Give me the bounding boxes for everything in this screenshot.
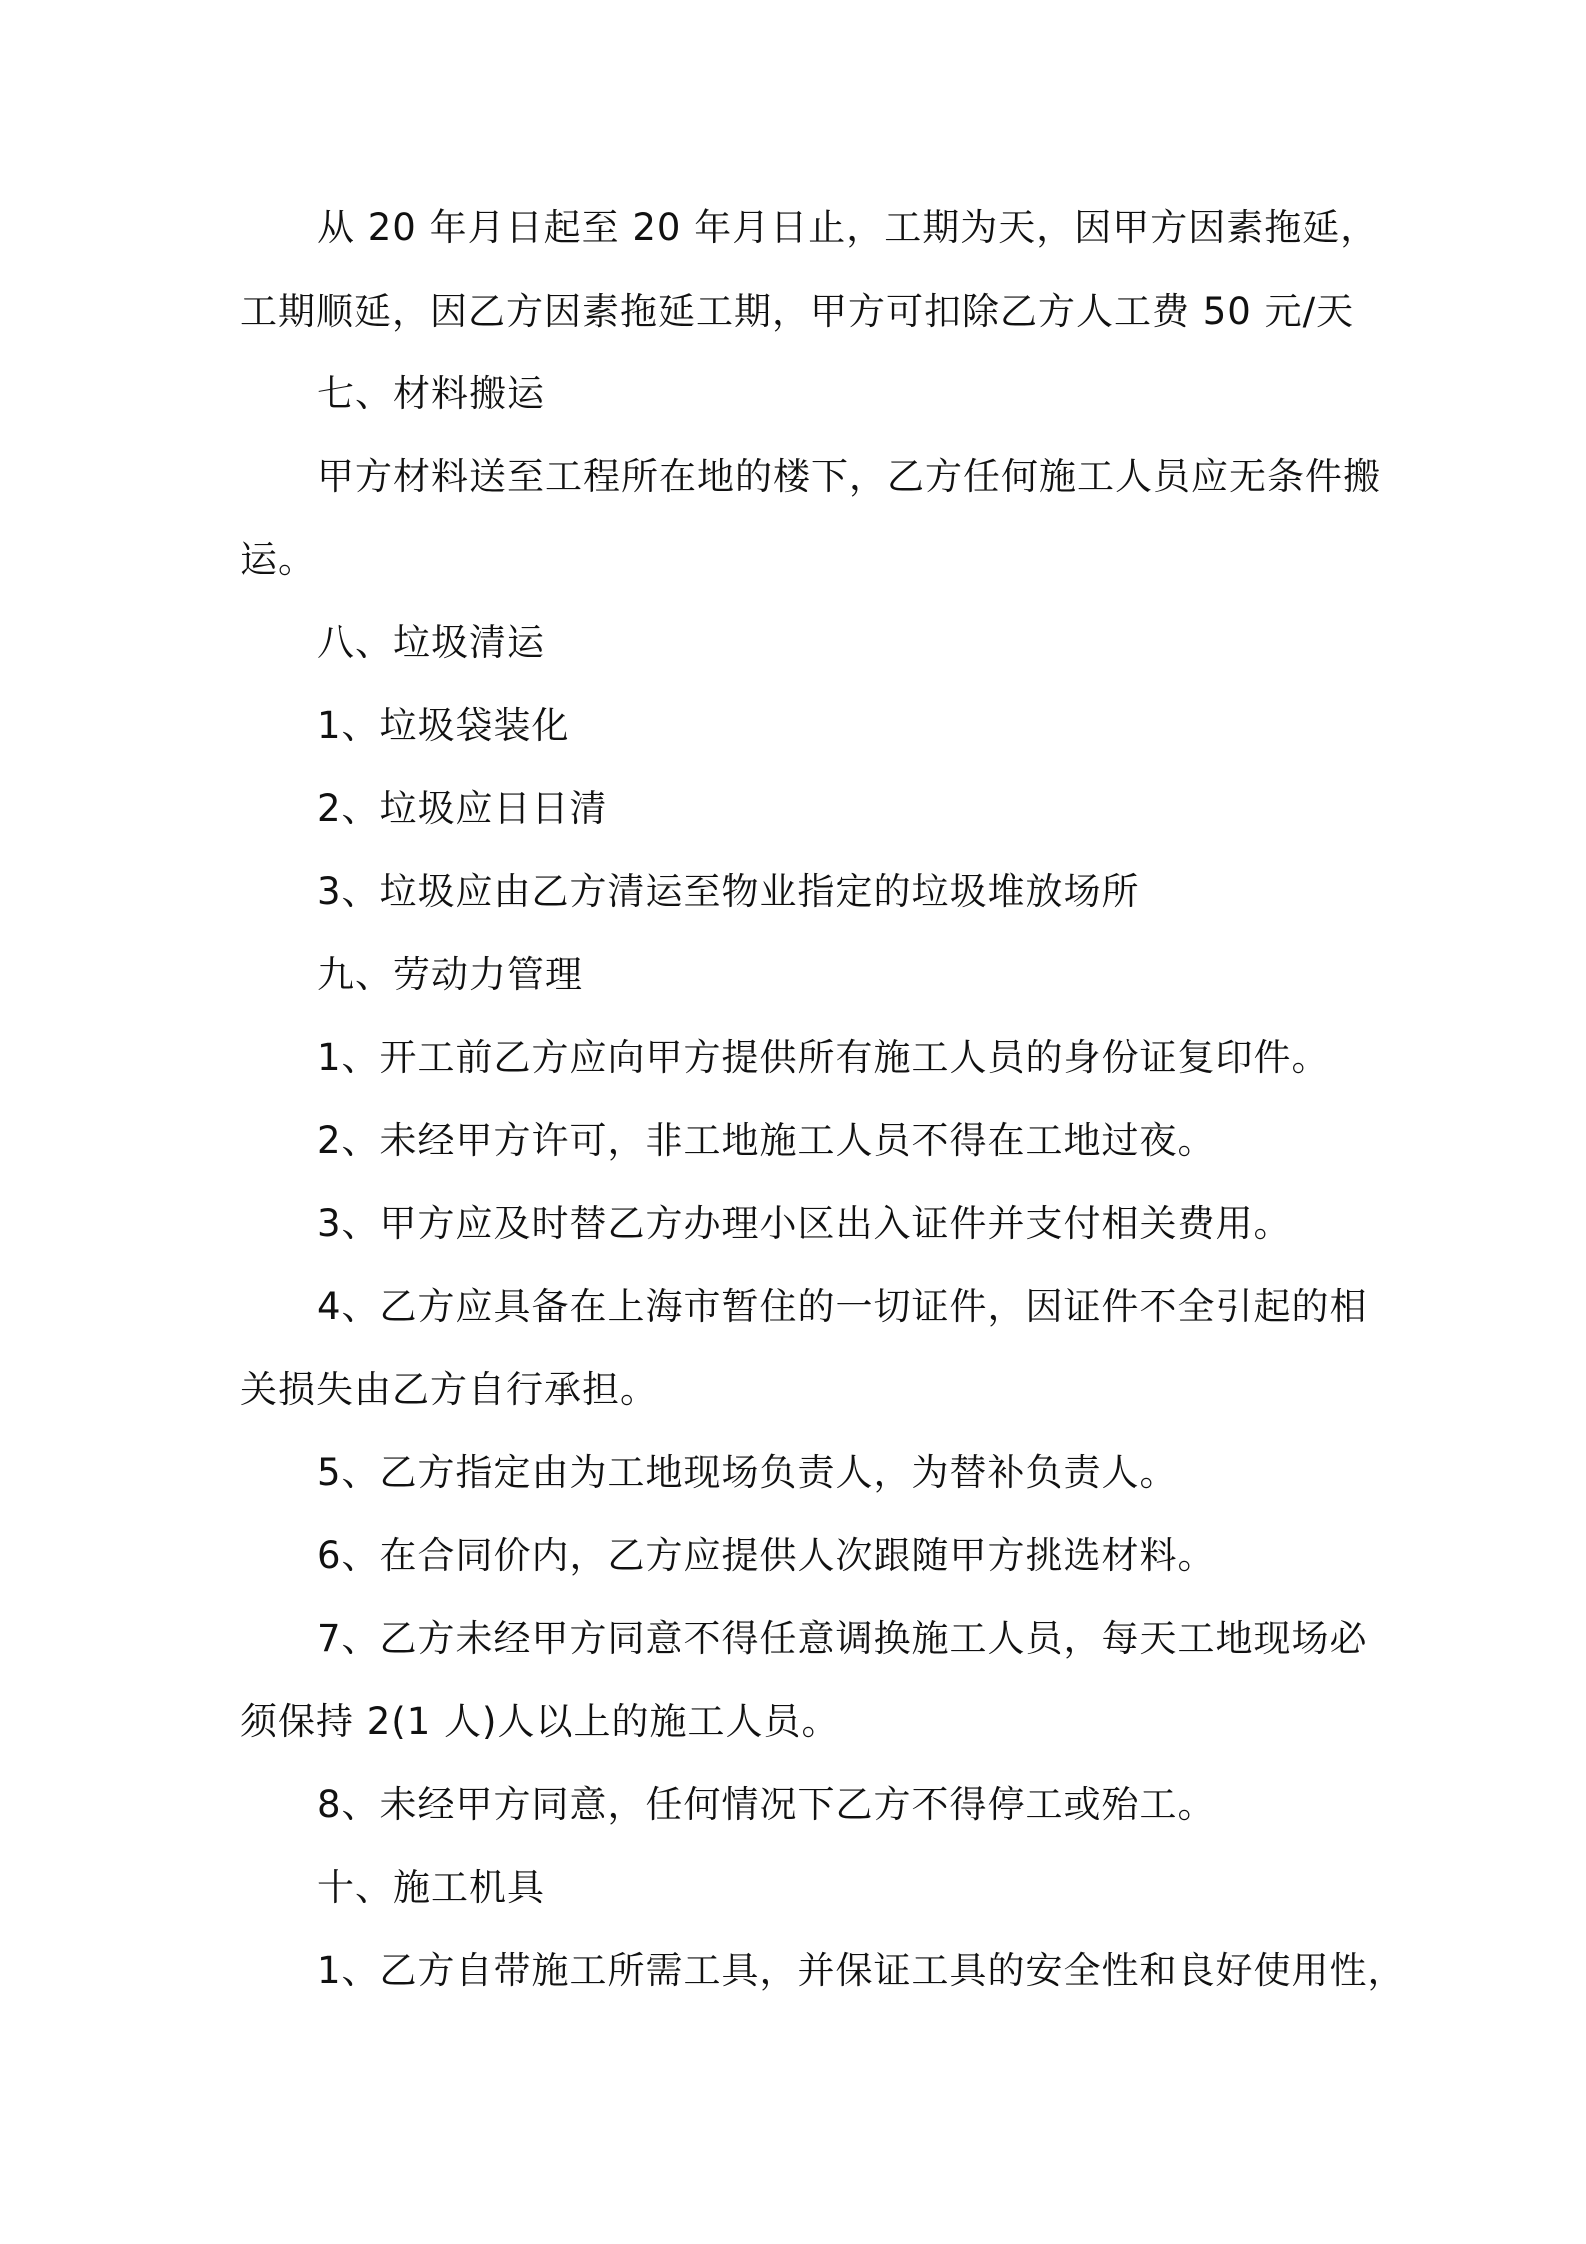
paragraph-line: 从 20 年月日起至 20 年月日止，工期为天，因甲方因素拖延， <box>317 206 1379 249</box>
section-heading: 八、垃圾清运 <box>317 621 545 664</box>
list-item: 7、乙方未经甲方同意不得任意调换施工人员，每天工地现场必 <box>317 1617 1368 1660</box>
list-item: 3、甲方应及时替乙方办理小区出入证件并支付相关费用。 <box>317 1202 1292 1245</box>
section-heading: 九、劳动力管理 <box>317 953 583 996</box>
list-item: 5、乙方指定由为工地现场负责人，为替补负责人。 <box>317 1451 1178 1494</box>
section-heading: 七、材料搬运 <box>317 372 545 415</box>
paragraph-line: 工期顺延，因乙方因素拖延工期，甲方可扣除乙方人工费 50 元/天 <box>240 290 1355 333</box>
list-item: 2、未经甲方许可，非工地施工人员不得在工地过夜。 <box>317 1119 1216 1162</box>
list-item: 8、未经甲方同意，任何情况下乙方不得停工或殆工。 <box>317 1783 1216 1826</box>
list-item: 6、在合同价内，乙方应提供人次跟随甲方挑选材料。 <box>317 1534 1216 1577</box>
paragraph-line: 运。 <box>240 538 316 581</box>
list-item: 3、垃圾应由乙方清运至物业指定的垃圾堆放场所 <box>317 870 1140 913</box>
list-item: 1、垃圾袋装化 <box>317 704 570 747</box>
list-item: 1、开工前乙方应向甲方提供所有施工人员的身份证复印件。 <box>317 1036 1330 1079</box>
list-item: 2、垃圾应日日清 <box>317 787 608 830</box>
section-heading: 十、施工机具 <box>317 1866 545 1909</box>
list-item-continuation: 关损失由乙方自行承担。 <box>240 1368 658 1411</box>
list-item-continuation: 须保持 2(1 人)人以上的施工人员。 <box>240 1700 840 1743</box>
list-item: 1、乙方自带施工所需工具，并保证工具的安全性和良好使用性， <box>317 1949 1406 1992</box>
list-item: 4、乙方应具备在上海市暂住的一切证件，因证件不全引起的相 <box>317 1285 1368 1328</box>
paragraph-line: 甲方材料送至工程所在地的楼下，乙方任何施工人员应无条件搬 <box>317 455 1381 498</box>
